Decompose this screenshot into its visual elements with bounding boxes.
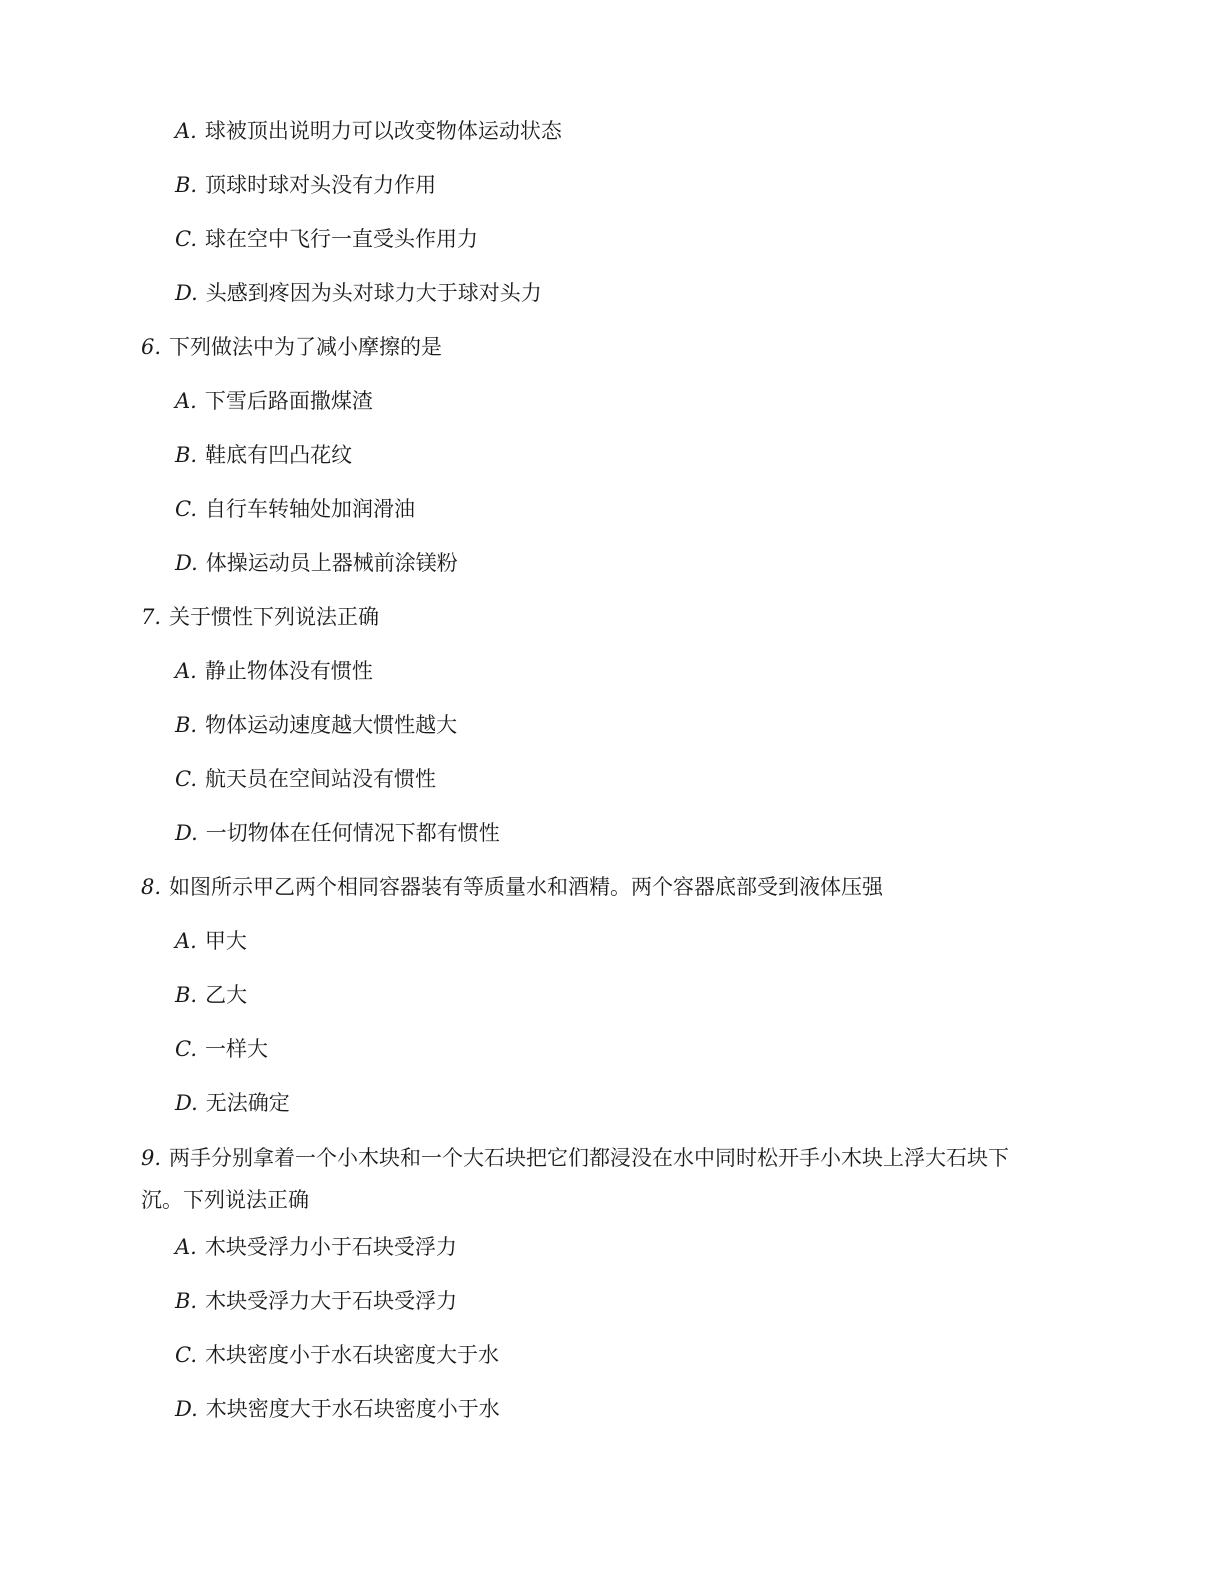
answer-option (175, 1089, 290, 1117)
question-text: 两手分别拿着一个小木块和一个大石块把它们都浸没在水中同时松开手小木块上浮大石块下 (169, 1146, 1010, 1170)
option-text: 木块受浮力小于石块受浮力 (204, 1235, 457, 1259)
question-stem (141, 873, 883, 901)
option-text: 球在空中飞行一直受头作用力 (205, 227, 478, 251)
question-number: 9. (141, 1146, 162, 1170)
option-label: D. (175, 821, 198, 845)
option-text: 一切物体在任何情况下都有惯性 (205, 821, 500, 845)
option-text: 航天员在空间站没有惯性 (205, 767, 436, 791)
option-text: 物体运动速度越大惯性越大 (205, 713, 458, 737)
option-label: C. (175, 227, 197, 251)
option-label: D. (175, 1397, 198, 1421)
option-text: 球被顶出说明力可以改变物体运动状态 (204, 119, 562, 143)
option-text: 木块密度小于水石块密度大于水 (205, 1343, 499, 1367)
option-label: A. (175, 119, 197, 143)
question-text: 如图所示甲乙两个相同容器装有等质量水和酒精。两个容器底部受到液体压强 (169, 875, 884, 899)
answer-option (175, 441, 352, 469)
answer-option (175, 387, 373, 415)
question-text: 下列做法中为了减小摩擦的是 (169, 335, 443, 359)
question-stem (141, 333, 442, 361)
option-label: D. (175, 551, 198, 575)
answer-option (175, 1395, 500, 1423)
option-label: A. (175, 389, 197, 413)
option-label: C. (175, 1037, 197, 1061)
answer-option (175, 1341, 499, 1369)
answer-option (175, 1035, 268, 1063)
answer-option (175, 819, 500, 847)
option-label: B. (175, 713, 198, 737)
option-text: 木块受浮力大于石块受浮力 (205, 1289, 458, 1313)
question-number: 6. (141, 335, 162, 359)
option-text: 自行车转轴处加润滑油 (205, 497, 415, 521)
option-text: 甲大 (204, 929, 247, 953)
question-text: 关于惯性下列说法正确 (169, 605, 380, 629)
answer-option (175, 171, 436, 199)
question-stem (141, 1144, 1009, 1172)
answer-option (175, 117, 562, 145)
answer-option (175, 927, 247, 955)
option-label: A. (175, 659, 197, 683)
answer-option (175, 981, 247, 1009)
option-label: C. (175, 1343, 197, 1367)
option-label: A. (175, 929, 197, 953)
option-label: C. (175, 767, 197, 791)
answer-option (175, 225, 478, 253)
option-text: 顶球时球对头没有力作用 (205, 173, 437, 197)
option-label: B. (175, 443, 198, 467)
option-text: 静止物体没有惯性 (204, 659, 373, 683)
option-text: 一样大 (205, 1037, 268, 1061)
option-label: C. (175, 497, 197, 521)
option-label: B. (175, 983, 198, 1007)
option-text: 无法确定 (205, 1091, 290, 1115)
answer-option (175, 657, 373, 685)
option-text: 木块密度大于水石块密度小于水 (205, 1397, 500, 1421)
answer-option (175, 1233, 457, 1261)
option-label: D. (175, 281, 198, 305)
question-text: 沉。下列说法正确 (141, 1188, 309, 1212)
option-label: B. (175, 1289, 198, 1313)
option-label: B. (175, 173, 198, 197)
question-number: 8. (141, 875, 162, 899)
answer-option (175, 1287, 457, 1315)
question-stem-continuation (141, 1186, 309, 1214)
option-text: 体操运动员上器械前涂镁粉 (205, 551, 458, 575)
option-text: 鞋底有凹凸花纹 (205, 443, 353, 467)
option-label: A. (175, 1235, 197, 1259)
answer-option (175, 279, 542, 307)
option-text: 下雪后路面撒煤渣 (204, 389, 373, 413)
option-text: 乙大 (205, 983, 248, 1007)
answer-option (175, 711, 457, 739)
question-stem (141, 603, 379, 631)
answer-option (175, 495, 415, 523)
option-label: D. (175, 1091, 198, 1115)
answer-option (175, 549, 458, 577)
option-text: 头感到疼因为头对球力大于球对头力 (205, 281, 542, 305)
question-number: 7. (141, 605, 162, 629)
answer-option (175, 765, 436, 793)
